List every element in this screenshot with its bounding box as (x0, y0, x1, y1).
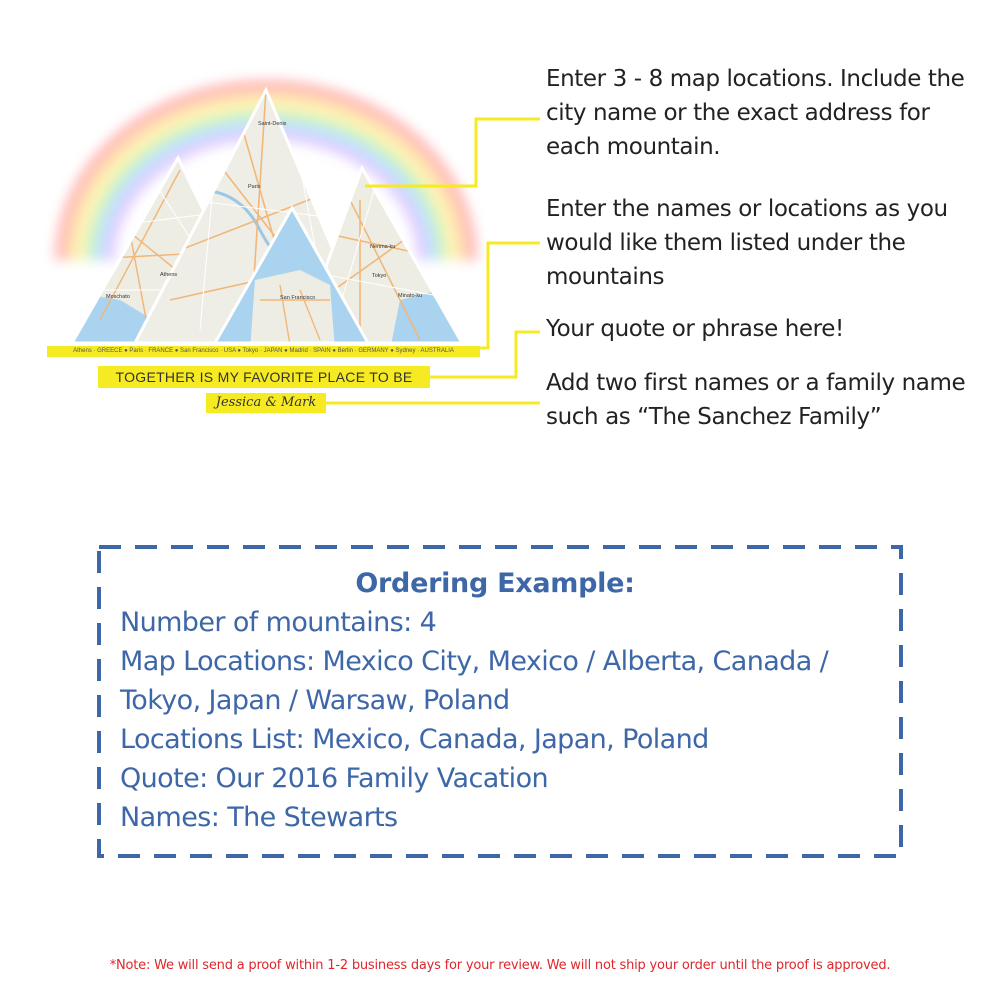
map-label-saint-denis: Saint-Denis (258, 121, 287, 127)
map-label-moschato: Moschato (106, 294, 130, 300)
ordering-line-mountains: Number of mountains: 4 (120, 607, 437, 638)
map-label-tokyo: Tokyo (372, 273, 387, 279)
annotation-map-locations: Enter 3 - 8 map locations. Include the city name or the exact address for each mountain. (546, 66, 965, 160)
quote-banner: TOGETHER IS MY FAVORITE PLACE TO BE (98, 366, 430, 388)
annotation-names-list: Enter the names or locations as you would like them listed under the mountains (546, 196, 948, 290)
map-label-nerima: Nerima-ku (370, 244, 396, 250)
map-label-minato: Minato-ku (398, 293, 423, 299)
ordering-example-content (120, 565, 890, 837)
map-label-san-francisco: San Francisco (280, 295, 316, 301)
annotation-quote: Your quote or phrase here! (546, 316, 844, 342)
proof-note: *Note: We will send a proof within 1-2 business days for your review. We will not ship your order until the proof is approved. (109, 958, 891, 973)
ordering-line-quote: Quote: Our 2016 Family Vacation (120, 763, 548, 794)
locations-list-strip: Athens · GREECE ● Paris · FRANCE ● San Francisco · USA ● Tokyo · JAPAN ● Madrid · SPAIN ● Berlin · GERMANY ● Sydney · AUSTRALIA (47, 346, 480, 357)
ordering-line-names: Names: The Stewarts (120, 802, 398, 833)
annotation-family-names: Add two first names or a family name such as “The Sanchez Family” (546, 370, 966, 430)
ordering-line-map-locations: Map Locations: Mexico City, Mexico / Alberta, Canada / Tokyo, Japan / Warsaw, Poland (120, 646, 829, 716)
ordering-line-locations-list: Locations List: Mexico, Canada, Japan, Poland (120, 724, 709, 755)
map-label-athens: Athens (160, 272, 178, 278)
map-label-paris: Paris (248, 184, 261, 190)
ordering-example-title: Ordering Example: (355, 568, 635, 599)
names-banner: Jessica & Mark (206, 393, 326, 413)
